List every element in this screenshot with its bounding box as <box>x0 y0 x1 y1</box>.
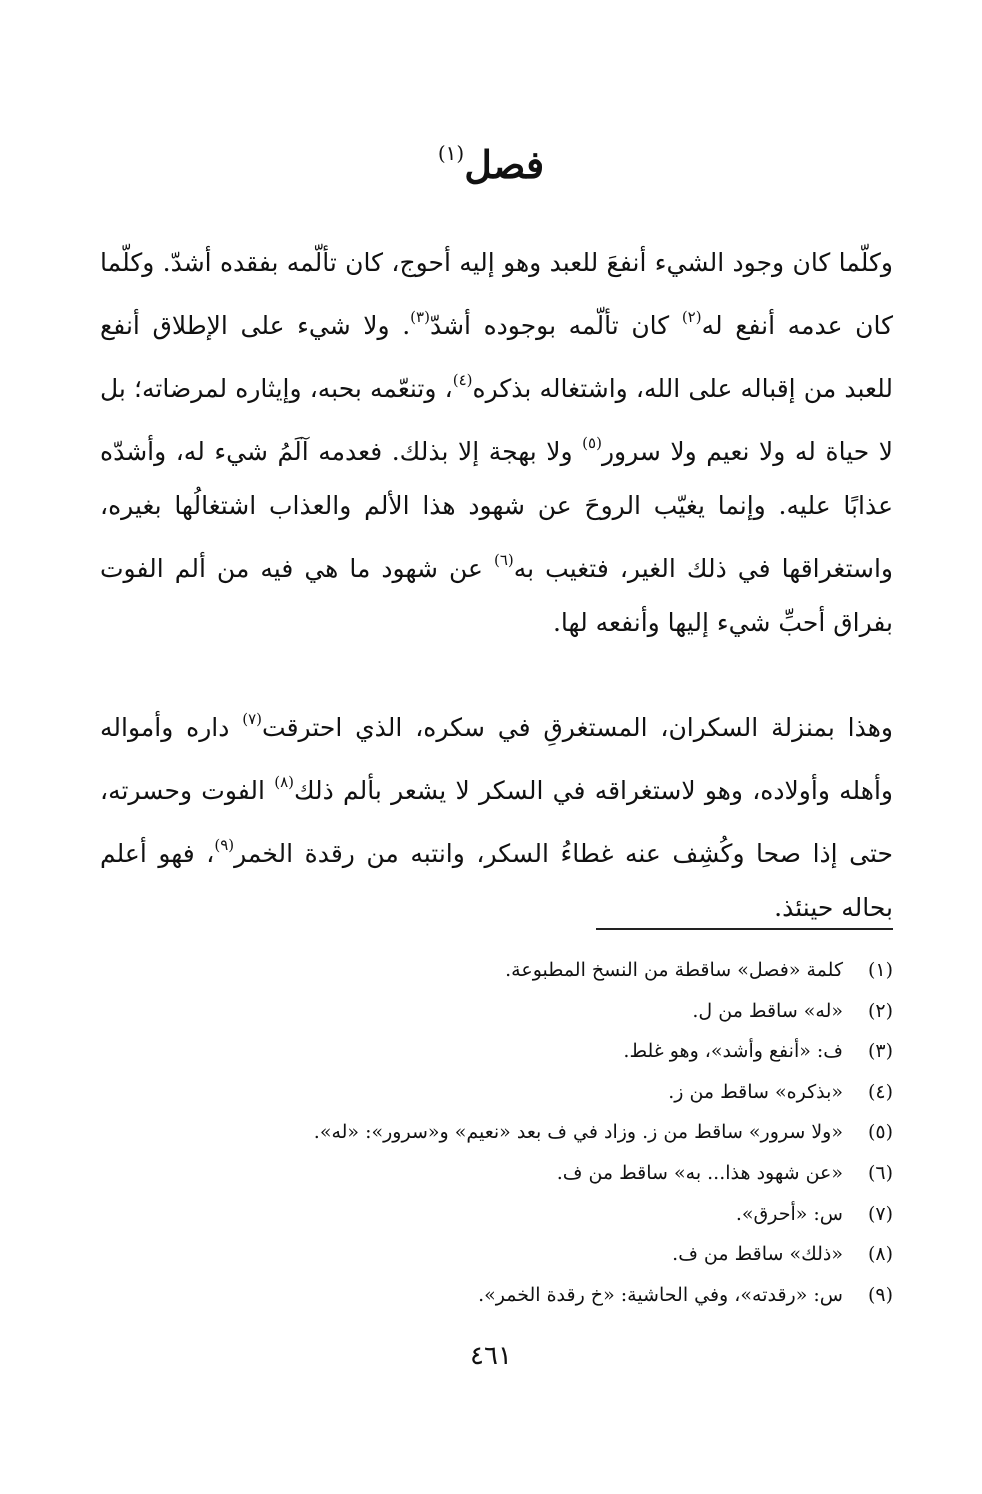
paragraph-text: ، وتنعّمه بحبه، وإيثاره لمرضاته؛ بل لا حياة له ولا نعيم ولا سرور <box>100 374 893 466</box>
footnote-marker: (٦) <box>493 551 514 569</box>
footnote-number: (٣) <box>867 1040 893 1063</box>
page-number: ٤٦١ <box>470 1341 512 1371</box>
footnote-text: «ذلك» ساقط من ف. <box>672 1243 843 1266</box>
footnote-item <box>100 1153 893 1194</box>
footnote-marker: (١) <box>437 141 465 165</box>
footnote-number: (٦) <box>867 1161 893 1184</box>
footnotes-list <box>100 950 893 1315</box>
footnote-marker: (٧) <box>242 710 263 728</box>
footnote-item <box>100 991 893 1032</box>
body-paragraph-1 <box>100 236 893 650</box>
paragraph-text: وكلّما كان وجود الشيء أنفعَ للعبد وهو إليه أحوج، كان تألّمه بفقده أشدّ. وكلّما كان عدمه أنفع له <box>100 248 894 340</box>
section-heading <box>0 128 982 190</box>
footnote-text: كلمة «فصل» ساقطة من النسخ المطبوعة. <box>505 959 843 981</box>
footnote-text: «له» ساقط من ل. <box>692 999 843 1022</box>
footnote-number: (٩) <box>867 1283 893 1306</box>
footnote-number: (١) <box>867 959 893 981</box>
paragraph-text: ولا بهجة إلا بذلك. فعدمه آلَمُ شيء له، وأشدّه عذابًا عليه. وإنما يغيّب الروحَ عن شهود هذا الألم والعذاب اشتغالُها بغيره، واستغراقها في ذلك الغير، فتغيب به <box>100 437 893 583</box>
footnote-number: (٢) <box>867 999 893 1022</box>
section-title: فصل <box>464 142 545 187</box>
footnote-marker: (٩) <box>214 836 235 854</box>
footnote-text: ف: «أنفع وأشد»، وهو غلط. <box>623 1040 843 1063</box>
footnote-text: س: «رقدته»، وفي الحاشية: «خ رقدة الخمر». <box>478 1283 843 1306</box>
body-paragraph-2 <box>100 692 893 935</box>
footnote-number: (٤) <box>867 1080 893 1103</box>
footnote-text: «عن شهود هذا... به» ساقط من ف. <box>556 1161 843 1184</box>
footnote-number: (٥) <box>867 1121 893 1144</box>
paragraph-text: . ولا شيء على الإطلاق أنفع للعبد من إقباله على الله، واشتغاله بذكره <box>100 311 893 403</box>
footnote-marker: (٥) <box>582 434 602 452</box>
paragraph-text: ، فهو أعلم بحاله حينئذ. <box>100 839 893 922</box>
footnote-marker: (٨) <box>274 773 294 791</box>
paragraph-text: كان تألّمه بوجوده أشدّ <box>429 311 682 340</box>
footnote-marker: (٤) <box>452 371 473 389</box>
footnote-number: (٨) <box>867 1243 893 1266</box>
footnote-item <box>100 950 893 991</box>
footnote-text: «ولا سرور» ساقط من ز. وزاد في ف بعد «نعيم» و«سرور»: «له». <box>313 1121 843 1144</box>
footnote-item <box>100 1194 893 1235</box>
footnote-item <box>100 1234 893 1275</box>
footnote-item <box>100 1031 893 1072</box>
paragraph-text: داره وأمواله وأهله وأولاده، وهو لاستغراقه في السكر لا يشعر بألم ذلك <box>100 713 894 805</box>
footnote-item <box>100 1275 893 1316</box>
footnote-item <box>100 1112 893 1153</box>
paragraph-text: وهذا بمنزلة السكران، المستغرقِ في سكره، الذي احترقت <box>262 713 894 742</box>
footnote-number: (٧) <box>867 1202 893 1225</box>
footnote-text: «بذكره» ساقط من ز. <box>668 1080 843 1103</box>
footnote-text: س: «أحرق». <box>735 1202 843 1225</box>
footnote-divider <box>596 928 893 930</box>
footnote-marker: (٣) <box>410 308 430 326</box>
footnote-marker: (٢) <box>681 308 702 326</box>
paragraph-text: الفوت وحسرته، حتى إذا صحا وكُشِف عنه غطاءُ السكر، وانتبه من رقدة الخمر <box>100 776 893 868</box>
paragraph-text: عن شهود ما هي فيه من ألم الفوت بفراق أحبِّ شيء إليها وأنفعه لها. <box>100 554 893 637</box>
footnote-item <box>100 1072 893 1113</box>
